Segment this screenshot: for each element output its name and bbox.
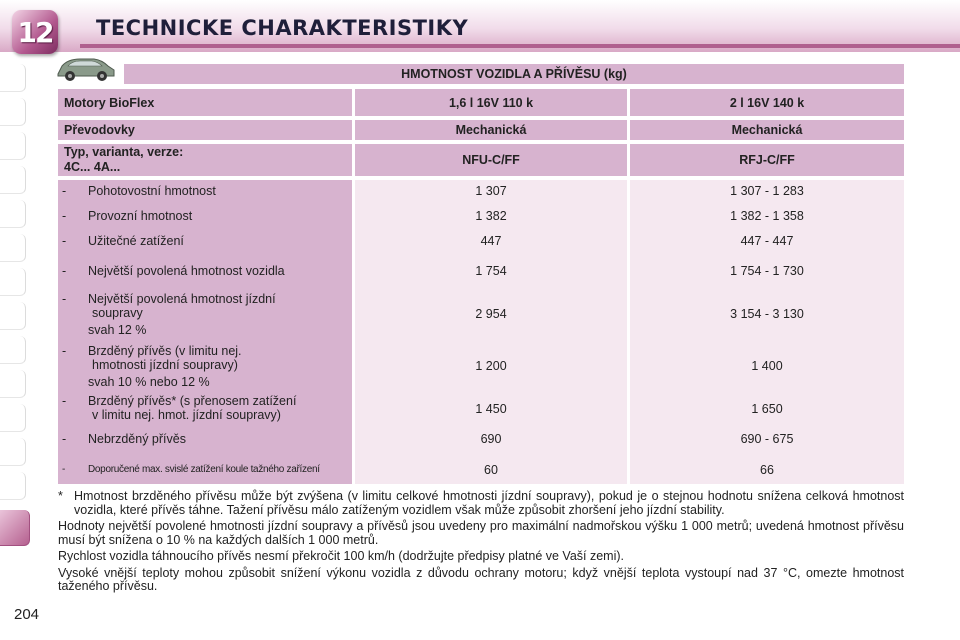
table-title: HMOTNOST VOZIDLA A PŘÍVĚSU (kg) bbox=[124, 64, 904, 84]
gearbox-2: Mechanická bbox=[630, 120, 904, 140]
table-cell: 1 307 - 1 283 bbox=[730, 184, 804, 198]
table-cell: 690 bbox=[480, 432, 502, 446]
table-cell: 447 bbox=[480, 234, 502, 248]
type-1: NFU-C/FF bbox=[355, 144, 627, 176]
table-cell: 1 382 bbox=[475, 209, 507, 223]
weights-table-body bbox=[58, 180, 904, 484]
table-cell: 1 754 - 1 730 bbox=[730, 264, 804, 278]
table-cell: 1 754 bbox=[475, 264, 507, 278]
engine-2: 2 l 16V 140 k bbox=[630, 89, 904, 116]
chapter-tab-active[interactable] bbox=[0, 510, 30, 546]
footnote-speed: Rychlost vozidla táhnoucího přívěs nesmí překročit 100 km/h (dodržujte předpisy platné ve Vaší zemi). bbox=[58, 549, 625, 563]
chapter-number: 12 bbox=[17, 15, 53, 49]
table-cell: 1 650 bbox=[751, 402, 783, 416]
chapter-tab[interactable] bbox=[0, 438, 26, 466]
table-cell: 447 - 447 bbox=[740, 234, 794, 248]
table-cell: 1 450 bbox=[475, 402, 507, 416]
label-column bbox=[58, 180, 352, 484]
chapter-tab[interactable] bbox=[0, 166, 26, 194]
type-label bbox=[58, 144, 352, 176]
table-row-label: - Pohotovostní hmotnost bbox=[62, 184, 216, 198]
footnotes bbox=[58, 490, 904, 597]
engines-label: Motory BioFlex bbox=[58, 89, 352, 116]
table-row-label: - Brzděný přívěs* (s přenosem zatížení v limitu nej. hmot. jízdní soupravy) bbox=[62, 394, 297, 422]
page-title: TECHNICKE CHARAKTERISTIKY bbox=[96, 16, 469, 40]
table-cell: 1 382 - 1 358 bbox=[730, 209, 804, 223]
type-row bbox=[58, 144, 904, 176]
table-cell: 3 154 - 3 130 bbox=[730, 307, 804, 321]
chapter-tab[interactable] bbox=[0, 268, 26, 296]
gearbox-row bbox=[58, 120, 904, 140]
table-row-label: - Nebrzděný přívěs bbox=[62, 432, 186, 446]
table-cell: 66 bbox=[760, 463, 774, 477]
type-label-line-2: 4C... 4A... bbox=[64, 160, 121, 174]
chapter-tab[interactable] bbox=[0, 370, 26, 398]
chapter-tab[interactable] bbox=[0, 404, 26, 432]
table-row-label: - Největší povolená hmotnost vozidla bbox=[62, 264, 285, 278]
table-cell: 1 400 bbox=[751, 359, 783, 373]
table-row-label: - Brzděný přívěs (v limitu nej. hmotnosti jízdní soupravy) svah 10 % nebo 12 % bbox=[62, 344, 242, 389]
page-number: 204 bbox=[14, 606, 40, 623]
chapter-tab[interactable] bbox=[0, 472, 26, 500]
chapter-tab[interactable] bbox=[0, 234, 26, 262]
gearbox-label: Převodovky bbox=[58, 120, 352, 140]
car-icon bbox=[54, 54, 118, 84]
chapter-badge[interactable] bbox=[12, 10, 58, 54]
table-row-label: - Provozní hmotnost bbox=[62, 209, 193, 223]
table-row-label: - Doporučené max. svislé zatížení koule tažného zařízení bbox=[62, 464, 320, 475]
footnote-altitude: Hodnoty největší povolené hmotnosti jízdní soupravy a přívěsů jsou uvedeny pro maximální nadmořskou výšku 1 000 metrů; uvedená hmotnost přívěsu musí být snížena o 10 % na každých dalších 1 000 metrů. bbox=[58, 519, 904, 547]
value-column-2 bbox=[630, 180, 904, 484]
chapter-tab-strip bbox=[0, 64, 30, 584]
table-cell: 690 - 675 bbox=[740, 432, 794, 446]
table-cell: 1 200 bbox=[475, 359, 507, 373]
table-row-label: - Největší povolená hmotnost jízdní soupravy svah 12 % bbox=[62, 292, 276, 337]
chapter-tab[interactable] bbox=[0, 132, 26, 160]
value-column-1 bbox=[355, 180, 627, 484]
chapter-tab[interactable] bbox=[0, 302, 26, 330]
chapter-tab[interactable] bbox=[0, 64, 26, 92]
footnote-temperature: Vysoké vnější teploty mohou způsobit snížení výkonu vozidla z důvodu ochrany motoru; když vnější teplota vystoupí nad 37 °C, omezte hmotnost taženého přívěsu. bbox=[58, 565, 904, 593]
chapter-tab[interactable] bbox=[0, 200, 26, 228]
gearbox-1: Mechanická bbox=[355, 120, 627, 140]
chapter-tab[interactable] bbox=[0, 98, 26, 126]
table-cell: 60 bbox=[484, 463, 498, 477]
table-cell: 1 307 bbox=[475, 184, 507, 198]
table-row-label: - Užitečné zatížení bbox=[62, 234, 184, 248]
footnote-star: * Hmotnost brzděného přívěsu může být zvýšena (v limitu celkové hmotnosti jízdní soupravy), pokud je o stejnou hodnotu snížena celková hmotnost vozidla, které přívěs táhne. Tažení přívěsu málo zatíženým vozidlem však může způsobit zhoršení jeho jízdní stability. bbox=[58, 489, 904, 517]
engines-row bbox=[58, 89, 904, 116]
type-label-line-1: Typ, varianta, verze: bbox=[64, 145, 184, 159]
header-divider bbox=[80, 44, 960, 48]
table-cell: 2 954 bbox=[475, 307, 507, 321]
type-2: RFJ-C/FF bbox=[630, 144, 904, 176]
chapter-tab[interactable] bbox=[0, 336, 26, 364]
engine-1: 1,6 l 16V 110 k bbox=[355, 89, 627, 116]
